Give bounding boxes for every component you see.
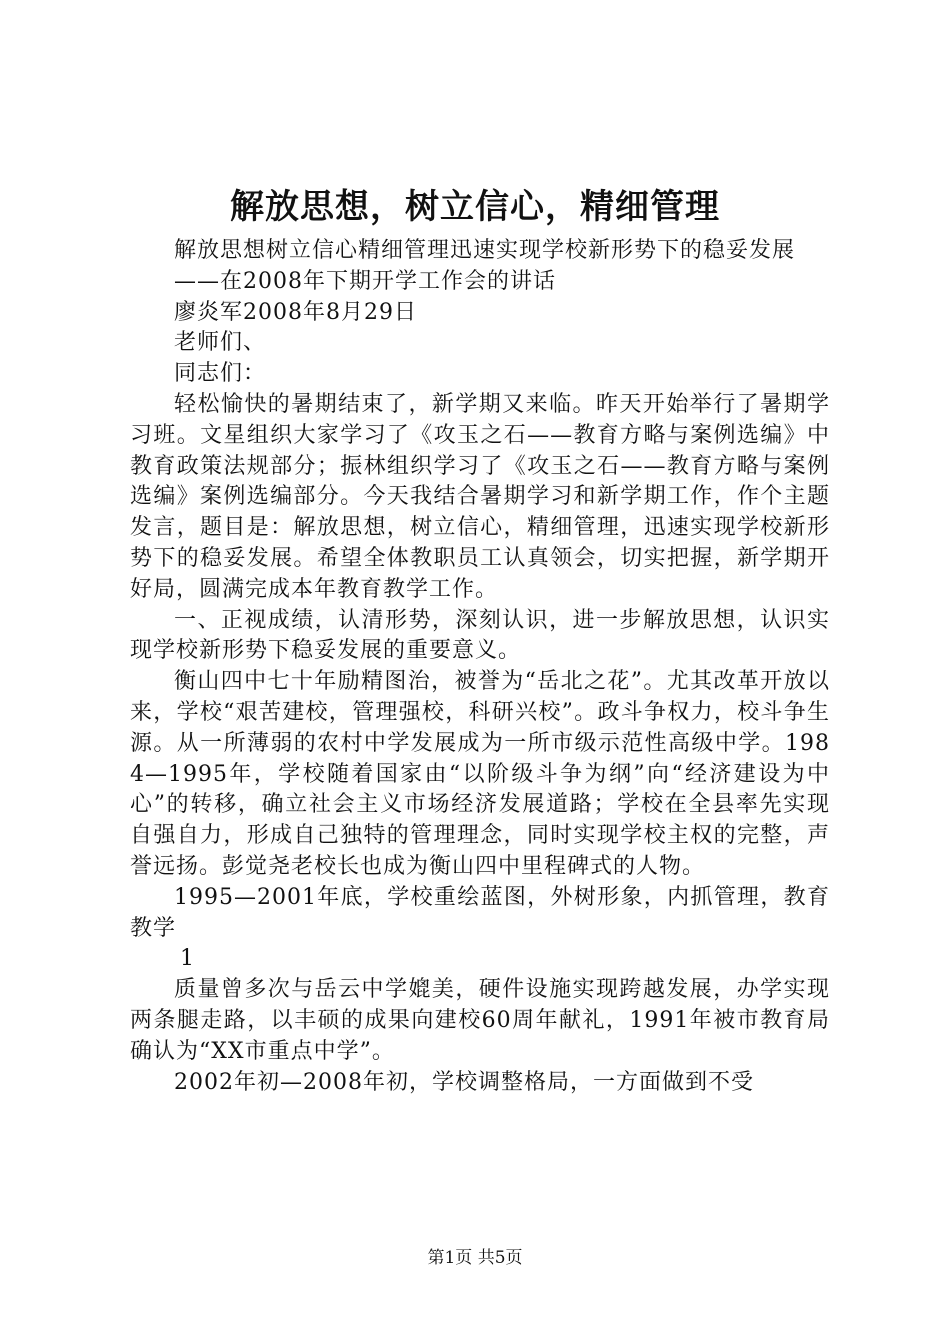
subtitle-paragraph: 解放思想树立信心精细管理迅速实现学校新形势下的稳妥发展 xyxy=(174,238,796,263)
author-date: 廖炎军2008年8月29日 xyxy=(174,299,417,325)
adjustment-paragraph: 2002年初—2008年初，学校调整格局，一方面做到不受 xyxy=(174,1069,754,1095)
document-body xyxy=(130,236,830,1098)
salutation-teachers: 老师们、 xyxy=(174,330,267,356)
quality-paragraph: 质量曾多次与岳云中学媲美，硬件设施实现跨越发展，办学实现两条腿走路，以丰硕的成果向建校60周年献礼，1991年被市教育局确认为“XX市重点中学”。 xyxy=(130,977,830,1064)
inline-page-number: 1 xyxy=(180,946,194,972)
speech-occasion: ——在2008年下期开学工作会的讲话 xyxy=(174,268,556,294)
history-paragraph-continued: 1995—2001年底，学校重绘蓝图，外树形象，内抓管理，教育教学 xyxy=(130,884,830,941)
intro-paragraph: 轻松愉快的暑期结束了，新学期又来临。昨天开始举行了暑期学习班。文星组织大家学习了《攻玉之石——教育方略与案例选编》中教育政策法规部分；振林组织学习了《攻玉之石——教育方略与案例选编》案例选编部分。今天我结合暑期学习和新学期工作，作个主题发言，题目是：解放思想，树立信心，精细管理，迅速实现学校新形势下的稳妥发展。希望全体教职员工认真领会，切实把握，新学期开好局，圆满完成本年教育教学工作。 xyxy=(130,391,830,602)
page-footer: 第1页 共5页 xyxy=(427,1248,523,1268)
history-paragraph: 衡山四中七十年励精图治，被誉为“岳北之花”。尤其改革开放以来，学校“艰苦建校，管理强校，科研兴校”。政斗争权力，校斗争生源。从一所薄弱的农村中学发展成为一所市级示范性高级中学。1984—1995年，学校随着国家由“以阶级斗争为纲”向“经济建设为中心”的转移，确立社会主义市场经济发展道路；学校在全县率先实现自强自力，形成自己独特的管理理念，同时实现学校主权的完整，声誉远扬。彭觉尧老校长也成为衡山四中里程碑式的人物。 xyxy=(130,669,830,879)
salutation-comrades: 同志们： xyxy=(174,361,267,387)
document-title: 解放思想，树立信心，精细管理 xyxy=(230,187,720,227)
section-heading-one: 一、正视成绩，认清形势，深刻认识，进一步解放思想，认识实现学校新形势下稳妥发展的重要意义。 xyxy=(130,607,830,664)
